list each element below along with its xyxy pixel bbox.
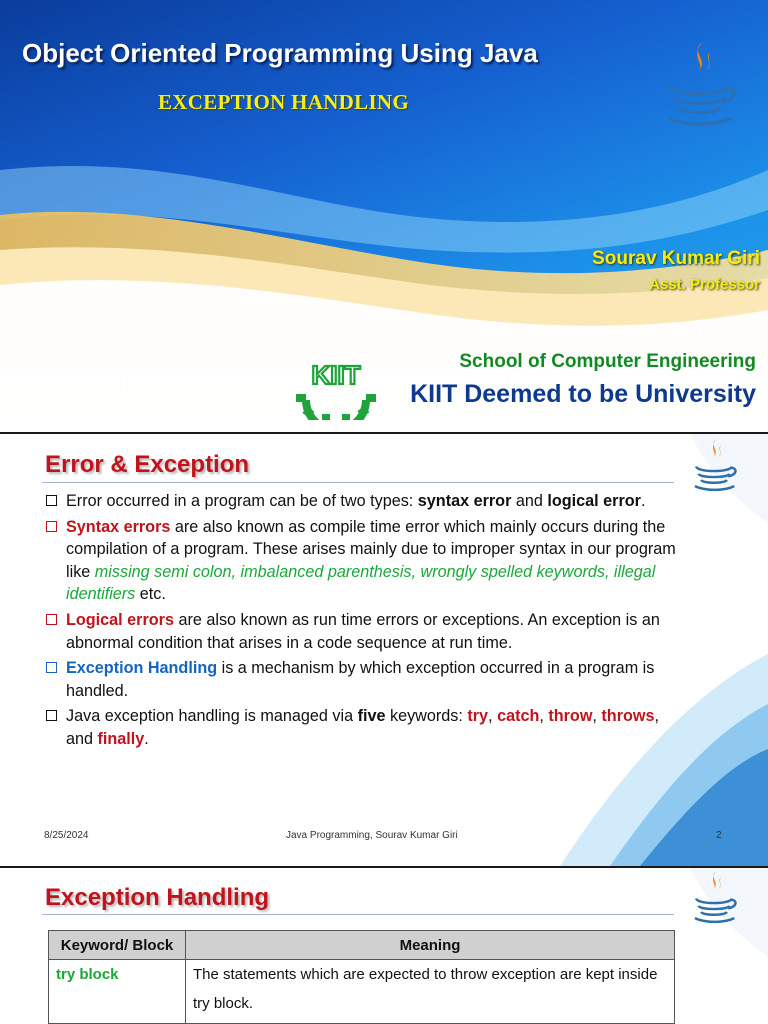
slide-number: 2 xyxy=(716,830,722,841)
java-cup-logo-icon xyxy=(690,436,738,492)
column-header-keyword: Keyword/ Block xyxy=(49,931,186,960)
presentation-subtitle: EXCEPTION HANDLING xyxy=(158,90,410,114)
table-header-row xyxy=(49,931,675,960)
checkbox-bullet-icon xyxy=(46,662,57,673)
author-role: Asst. Professor xyxy=(649,276,760,293)
author-name: Sourav Kumar Giri xyxy=(592,248,760,269)
title-slide xyxy=(0,0,768,432)
list-item: Logical errors are also known as run time errors or exceptions. An exception is an abnormal condition that arises in a code sequence at run time. xyxy=(44,609,684,654)
checkbox-bullet-icon xyxy=(46,614,57,625)
column-header-meaning: Meaning xyxy=(186,931,675,960)
keyword-cell: try block xyxy=(49,960,186,1024)
svg-text:KIIT: KIIT xyxy=(311,360,361,390)
java-cup-logo-icon xyxy=(660,38,738,126)
exception-handling-slide xyxy=(0,868,768,1024)
bullet-list xyxy=(44,490,684,754)
school-name: School of Computer Engineering xyxy=(459,351,756,372)
meaning-cell: The statements which are expected to throw exception are kept inside try block. xyxy=(186,960,675,1024)
slide-heading: Exception Handling xyxy=(45,884,270,911)
footer-date: 8/25/2024 xyxy=(44,830,89,841)
kiit-gear-logo-icon xyxy=(292,348,380,420)
checkbox-bullet-icon xyxy=(46,710,57,721)
java-cup-logo-icon xyxy=(690,868,738,924)
slide-heading: Error & Exception xyxy=(45,451,250,478)
footer-title: Java Programming, Sourav Kumar Giri xyxy=(286,830,458,841)
university-name: KIIT Deemed to be University xyxy=(410,380,756,408)
presentation-title: Object Oriented Programming Using Java xyxy=(22,38,538,68)
checkbox-bullet-icon xyxy=(46,495,57,506)
table-row xyxy=(49,960,675,1024)
list-item: Syntax errors are also known as compile time error which mainly occurs during the compilation of a program. These arises mainly due to improper syntax in our program like missing semi colon, imbalanced parenthesis, wrongly spelled keywords, illegal identifiers etc. xyxy=(44,516,684,606)
list-item: Java exception handling is managed via five keywords: try, catch, throw, throws, and finally. xyxy=(44,705,684,750)
heading-divider xyxy=(42,482,674,483)
list-item: Exception Handling is a mechanism by which exception occurred in a program is handled. xyxy=(44,657,684,702)
error-exception-slide xyxy=(0,434,768,866)
heading-divider xyxy=(42,914,674,915)
list-item: Error occurred in a program can be of two types: syntax error and logical error. xyxy=(44,490,684,513)
checkbox-bullet-icon xyxy=(46,521,57,532)
keyword-table xyxy=(48,930,675,1024)
